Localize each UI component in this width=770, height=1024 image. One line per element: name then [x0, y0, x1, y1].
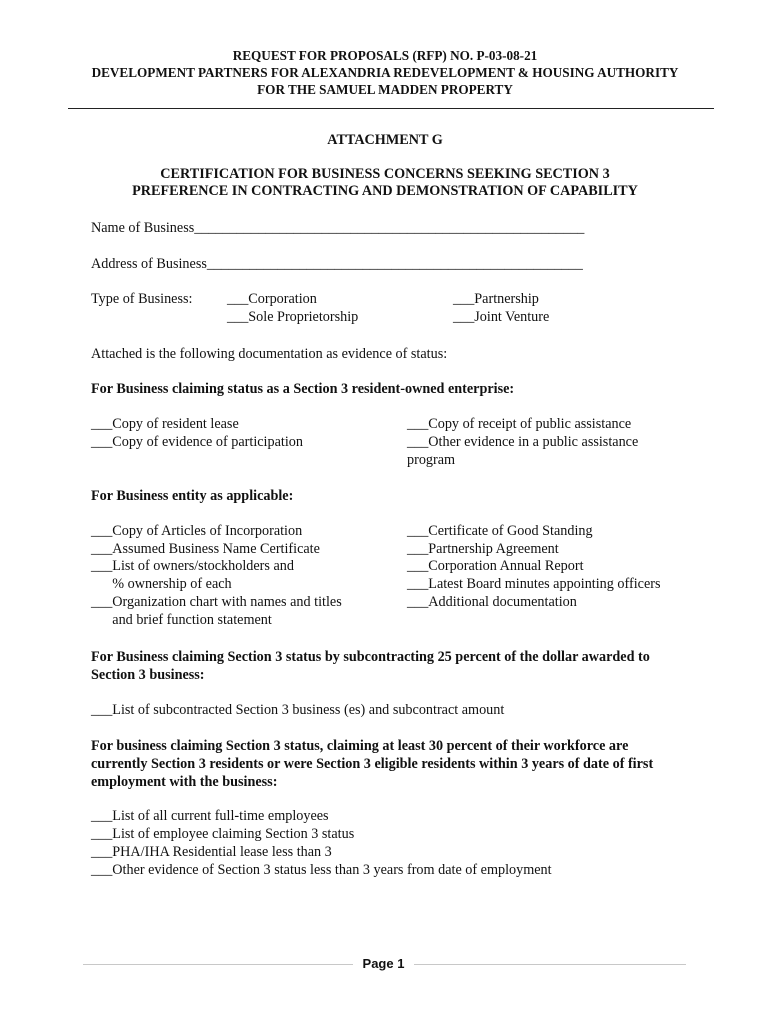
type-option-corporation[interactable]: ___Corporation — [227, 291, 317, 307]
header-divider — [68, 108, 714, 109]
checklist-item[interactable]: ___Copy of evidence of participation — [91, 434, 303, 450]
checklist-item[interactable]: ___Assumed Business Name Certificate — [91, 541, 320, 557]
rfp-header-line-2: DEVELOPMENT PARTNERS FOR ALEXANDRIA REDEVELOPMENT & HOUSING AUTHORITY — [91, 65, 679, 80]
checklist-item[interactable]: ___List of employee claiming Section 3 status — [91, 826, 355, 842]
type-option-partnership[interactable]: ___Partnership — [453, 291, 539, 307]
workforce-section-heading: For business claiming Section 3 status, claiming at least 30 percent of their workforce are currently Section 3 residents or were Section 3 eligible residents within 3 years of date of first employment with the business: — [91, 738, 654, 790]
checklist-item[interactable]: ___Partnership Agreement — [407, 541, 559, 557]
checklist-item[interactable]: ___List of subcontracted Section 3 business (es) and subcontract amount — [91, 702, 505, 718]
resident-section-heading: For Business claiming status as a Section 3 resident-owned enterprise: — [91, 381, 515, 397]
checklist-item[interactable]: ___Other evidence in a public assistance — [407, 434, 639, 450]
name-of-business-field[interactable]: Name of Business_______________________________________________________ — [91, 220, 585, 236]
checklist-item-continuation: and brief function statement — [91, 612, 272, 628]
address-of-business-field[interactable]: Address of Business_____________________________________________________ — [91, 256, 583, 272]
form-title-line-1: CERTIFICATION FOR BUSINESS CONCERNS SEEKING SECTION 3 — [160, 166, 610, 182]
checklist-item[interactable]: ___List of all current full-time employees — [91, 808, 329, 824]
checklist-item-continuation: program — [407, 452, 456, 468]
checklist-item[interactable]: ___Certificate of Good Standing — [407, 523, 593, 539]
checklist-item[interactable]: ___Copy of receipt of public assistance — [407, 416, 632, 432]
rfp-header-line-3: FOR THE SAMUEL MADDEN PROPERTY — [257, 82, 513, 97]
entity-section-heading: For Business entity as applicable: — [91, 488, 294, 504]
form-title-line-2: PREFERENCE IN CONTRACTING AND DEMONSTRATION OF CAPABILITY — [132, 183, 638, 199]
type-option-joint-venture[interactable]: ___Joint Venture — [453, 309, 550, 325]
type-of-business-label: Type of Business: — [91, 291, 193, 307]
footer-rule-right — [414, 964, 686, 965]
checklist-item-continuation: % ownership of each — [91, 576, 232, 592]
footer-rule-left — [83, 964, 353, 965]
checklist-item[interactable]: ___Latest Board minutes appointing officers — [407, 576, 661, 592]
page-number: Page 1 — [362, 956, 405, 971]
checklist-item[interactable]: ___Copy of resident lease — [91, 416, 239, 432]
checklist-item[interactable]: ___Copy of Articles of Incorporation — [91, 523, 303, 539]
checklist-item[interactable]: ___Additional documentation — [407, 594, 577, 610]
checklist-item[interactable]: ___Organization chart with names and titles — [91, 594, 342, 610]
documentation-intro: Attached is the following documentation as evidence of status: — [91, 346, 448, 362]
checklist-item[interactable]: ___List of owners/stockholders and — [91, 558, 294, 574]
checklist-item[interactable]: ___Other evidence of Section 3 status less than 3 years from date of employment — [91, 862, 552, 878]
checklist-item[interactable]: ___Corporation Annual Report — [407, 558, 584, 574]
rfp-header-line-1: REQUEST FOR PROPOSALS (RFP) NO. P-03-08-21 — [232, 48, 538, 63]
subcontract-section-heading: For Business claiming Section 3 status by subcontracting 25 percent of the dollar awarded to Section 3 business: — [91, 649, 650, 683]
type-option-sole-proprietorship[interactable]: ___Sole Proprietorship — [227, 309, 359, 325]
attachment-label: ATTACHMENT G — [327, 132, 443, 148]
checklist-item[interactable]: ___PHA/IHA Residential lease less than 3 — [91, 844, 332, 860]
